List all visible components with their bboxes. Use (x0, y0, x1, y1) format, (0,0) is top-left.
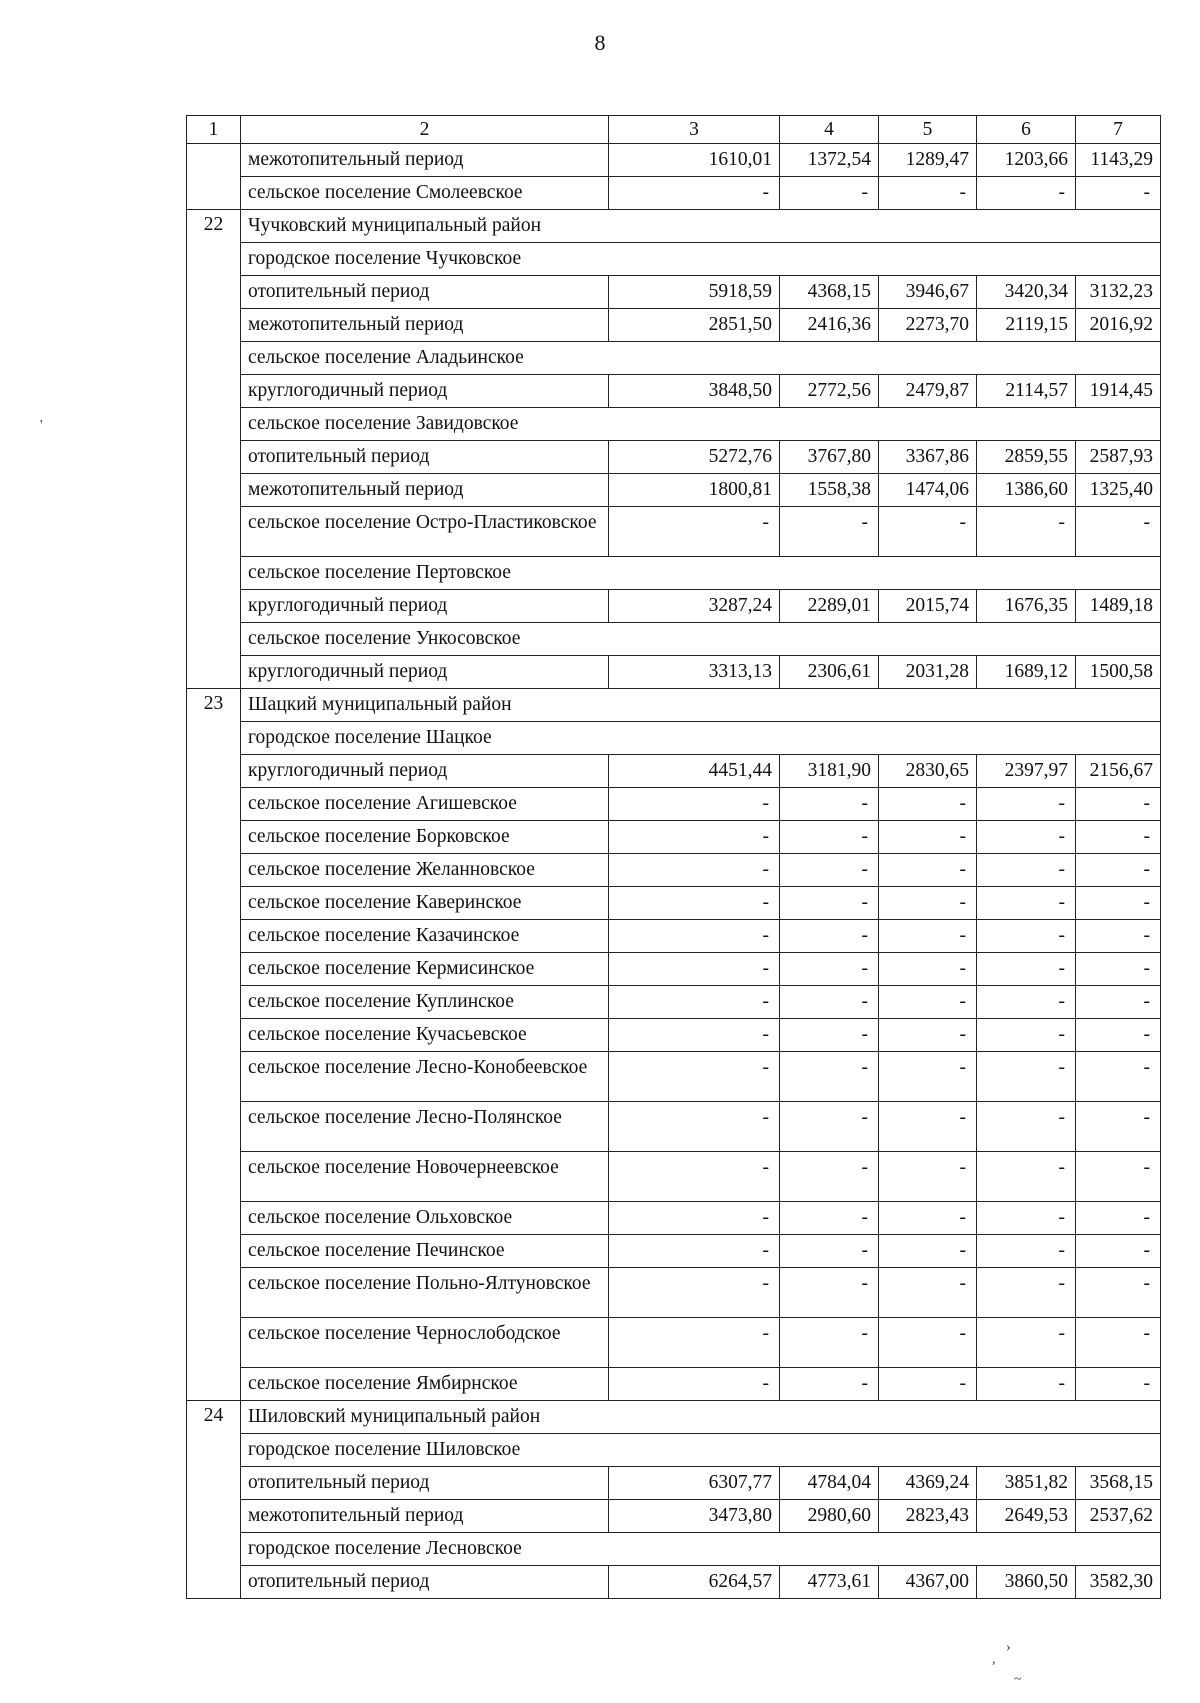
value-cell: - (609, 1318, 780, 1368)
settlement-name: сельское поселение Ункосовское (241, 623, 1161, 656)
value-cell: 1676,35 (977, 590, 1076, 623)
value-cell: 5272,76 (609, 441, 780, 474)
value-cell: - (1076, 821, 1161, 854)
value-cell: 4451,44 (609, 755, 780, 788)
value-cell: - (780, 821, 879, 854)
value-cell: 2859,55 (977, 441, 1076, 474)
row-label: круглогодичный период (241, 590, 609, 623)
value-cell: 2015,74 (879, 590, 977, 623)
scan-speck: ~ (1014, 1672, 1022, 1687)
settlement-row (187, 1533, 1161, 1566)
row-label: межотопительный период (241, 1500, 609, 1533)
settlement-row (187, 1434, 1161, 1467)
value-cell: - (977, 177, 1076, 210)
value-cell: - (977, 920, 1076, 953)
value-cell: - (977, 507, 1076, 557)
value-cell: 4368,15 (780, 276, 879, 309)
value-cell: 3132,23 (1076, 276, 1161, 309)
district-row (187, 210, 1161, 243)
table-row (187, 656, 1161, 689)
value-cell: 2016,92 (1076, 309, 1161, 342)
value-cell: 2649,53 (977, 1500, 1076, 1533)
value-cell: - (879, 1368, 977, 1401)
value-cell: 1610,01 (609, 144, 780, 177)
row-label: круглогодичный период (241, 656, 609, 689)
value-cell: - (780, 1152, 879, 1202)
value-cell: - (977, 821, 1076, 854)
value-cell: - (780, 953, 879, 986)
table-row (187, 177, 1161, 210)
row-label: сельское поселение Казачинское (241, 920, 609, 953)
value-cell: - (609, 1202, 780, 1235)
value-cell: - (609, 1102, 780, 1152)
district-name: Чучковский муниципальный район (241, 210, 1161, 243)
table-row (187, 1102, 1161, 1152)
table-row (187, 821, 1161, 854)
table-row (187, 1268, 1161, 1318)
header-cell: 3 (609, 116, 780, 144)
row-label: сельское поселение Лесно-Полянское (241, 1102, 609, 1152)
row-label: отопительный период (241, 276, 609, 309)
value-cell: - (609, 1235, 780, 1268)
row-label: сельское поселение Желанновское (241, 854, 609, 887)
table-row (187, 887, 1161, 920)
value-cell: - (780, 920, 879, 953)
row-label: сельское поселение Лесно-Конобеевское (241, 1052, 609, 1102)
value-cell: - (609, 953, 780, 986)
scan-speck: , (992, 1652, 996, 1667)
settlement-name: сельское поселение Аладьинское (241, 342, 1161, 375)
value-cell: 2851,50 (609, 309, 780, 342)
district-name: Шиловский муниципальный район (241, 1401, 1161, 1434)
value-cell: - (609, 1152, 780, 1202)
row-label: сельское поселение Новочернеевское (241, 1152, 609, 1202)
value-cell: - (879, 507, 977, 557)
value-cell: - (977, 1202, 1076, 1235)
value-cell: - (609, 854, 780, 887)
value-cell: 1474,06 (879, 474, 977, 507)
value-cell: - (977, 854, 1076, 887)
row-label: сельское поселение Польно-Ялтуновское (241, 1268, 609, 1318)
table-row (187, 1318, 1161, 1368)
value-cell: - (977, 1152, 1076, 1202)
value-cell: - (977, 1235, 1076, 1268)
value-cell: 2289,01 (780, 590, 879, 623)
tariff-table (186, 115, 1161, 1599)
value-cell: 3420,34 (977, 276, 1076, 309)
value-cell: - (609, 821, 780, 854)
value-cell: - (1076, 1202, 1161, 1235)
row-label: сельское поселение Смолеевское (241, 177, 609, 210)
row-label: сельское поселение Остро-Пластиковское (241, 507, 609, 557)
value-cell: 4773,61 (780, 1566, 879, 1599)
value-cell: - (1076, 887, 1161, 920)
settlement-row (187, 623, 1161, 656)
value-cell: 3367,86 (879, 441, 977, 474)
district-row (187, 1401, 1161, 1434)
value-cell: 4367,00 (879, 1566, 977, 1599)
value-cell: 1558,38 (780, 474, 879, 507)
value-cell: - (780, 1318, 879, 1368)
value-cell: - (1076, 1235, 1161, 1268)
value-cell: 2114,57 (977, 375, 1076, 408)
value-cell: 3767,80 (780, 441, 879, 474)
value-cell: - (977, 1368, 1076, 1401)
settlement-name: городское поселение Шацкое (241, 722, 1161, 755)
value-cell: 2119,15 (977, 309, 1076, 342)
value-cell: - (879, 1019, 977, 1052)
value-cell: - (609, 1019, 780, 1052)
value-cell: - (879, 1152, 977, 1202)
header-cell: 4 (780, 116, 879, 144)
value-cell: - (879, 1052, 977, 1102)
row-label: круглогодичный период (241, 375, 609, 408)
district-name: Шацкий муниципальный район (241, 689, 1161, 722)
value-cell: - (1076, 177, 1161, 210)
table-row (187, 1368, 1161, 1401)
table-row (187, 441, 1161, 474)
row-label: межотопительный период (241, 474, 609, 507)
row-label: сельское поселение Ямбирнское (241, 1368, 609, 1401)
value-cell: 2537,62 (1076, 1500, 1161, 1533)
value-cell: - (780, 1102, 879, 1152)
value-cell: - (780, 1268, 879, 1318)
value-cell: - (609, 177, 780, 210)
value-cell: - (1076, 986, 1161, 1019)
header-cell: 7 (1076, 116, 1161, 144)
header-row (187, 116, 1161, 144)
header-cell: 2 (241, 116, 609, 144)
table-row (187, 1052, 1161, 1102)
table-row (187, 590, 1161, 623)
settlement-row (187, 408, 1161, 441)
value-cell: 2156,67 (1076, 755, 1161, 788)
value-cell: 2830,65 (879, 755, 977, 788)
value-cell: 1914,45 (1076, 375, 1161, 408)
table-row (187, 1500, 1161, 1533)
value-cell: 2273,70 (879, 309, 977, 342)
table-body (187, 116, 1161, 1599)
value-cell: - (609, 1052, 780, 1102)
table-row (187, 1467, 1161, 1500)
table-row (187, 1202, 1161, 1235)
value-cell: 2306,61 (780, 656, 879, 689)
table-row (187, 507, 1161, 557)
value-cell: - (609, 1268, 780, 1318)
value-cell: - (1076, 1368, 1161, 1401)
value-cell: 1143,29 (1076, 144, 1161, 177)
value-cell: - (879, 177, 977, 210)
value-cell: 1203,66 (977, 144, 1076, 177)
value-cell: 4784,04 (780, 1467, 879, 1500)
table-row (187, 276, 1161, 309)
value-cell: - (780, 986, 879, 1019)
value-cell: 6264,57 (609, 1566, 780, 1599)
value-cell: - (780, 507, 879, 557)
row-label: сельское поселение Агишевское (241, 788, 609, 821)
settlement-row (187, 243, 1161, 276)
value-cell: 3860,50 (977, 1566, 1076, 1599)
table-row (187, 986, 1161, 1019)
row-label: сельское поселение Кучасьевское (241, 1019, 609, 1052)
value-cell: 3946,67 (879, 276, 977, 309)
header-cell: 5 (879, 116, 977, 144)
value-cell: - (1076, 1318, 1161, 1368)
value-cell: - (780, 854, 879, 887)
value-cell: - (879, 821, 977, 854)
value-cell: - (1076, 1152, 1161, 1202)
value-cell: 1800,81 (609, 474, 780, 507)
value-cell: 1489,18 (1076, 590, 1161, 623)
value-cell: 4369,24 (879, 1467, 977, 1500)
value-cell: - (609, 788, 780, 821)
value-cell: - (977, 788, 1076, 821)
value-cell: - (977, 986, 1076, 1019)
value-cell: - (1076, 1019, 1161, 1052)
value-cell: - (977, 1019, 1076, 1052)
value-cell: 2031,28 (879, 656, 977, 689)
row-label: сельское поселение Ольховское (241, 1202, 609, 1235)
row-number-cell: 24 (187, 1401, 241, 1599)
value-cell: - (977, 953, 1076, 986)
value-cell: - (609, 920, 780, 953)
value-cell: - (780, 1235, 879, 1268)
settlement-name: городское поселение Чучковское (241, 243, 1161, 276)
header-cell: 1 (187, 116, 241, 144)
value-cell: - (879, 1268, 977, 1318)
value-cell: - (879, 887, 977, 920)
row-number-cell (187, 144, 241, 210)
row-number-cell: 23 (187, 689, 241, 1401)
value-cell: 1500,58 (1076, 656, 1161, 689)
district-row (187, 689, 1161, 722)
row-label: сельское поселение Кермисинское (241, 953, 609, 986)
table-row (187, 474, 1161, 507)
row-label: отопительный период (241, 441, 609, 474)
table-row (187, 953, 1161, 986)
row-number-cell: 22 (187, 210, 241, 689)
value-cell: 3851,82 (977, 1467, 1076, 1500)
header-cell: 6 (977, 116, 1076, 144)
table-row (187, 1152, 1161, 1202)
table-row (187, 1019, 1161, 1052)
table-row (187, 309, 1161, 342)
row-label: сельское поселение Чернослободское (241, 1318, 609, 1368)
value-cell: - (977, 1052, 1076, 1102)
value-cell: - (879, 1235, 977, 1268)
value-cell: - (977, 1318, 1076, 1368)
value-cell: - (879, 1102, 977, 1152)
settlement-name: городское поселение Лесновское (241, 1533, 1161, 1566)
value-cell: 6307,77 (609, 1467, 780, 1500)
row-label: сельское поселение Борковское (241, 821, 609, 854)
value-cell: 2416,36 (780, 309, 879, 342)
table-row (187, 788, 1161, 821)
value-cell: - (1076, 854, 1161, 887)
value-cell: - (879, 986, 977, 1019)
value-cell: 2587,93 (1076, 441, 1161, 474)
row-label: межотопительный период (241, 144, 609, 177)
value-cell: 3473,80 (609, 1500, 780, 1533)
value-cell: - (1076, 1268, 1161, 1318)
value-cell: - (879, 854, 977, 887)
value-cell: 1372,54 (780, 144, 879, 177)
settlement-name: городское поселение Шиловское (241, 1434, 1161, 1467)
value-cell: 3287,24 (609, 590, 780, 623)
value-cell: - (780, 887, 879, 920)
value-cell: - (609, 986, 780, 1019)
row-label: межотопительный период (241, 309, 609, 342)
table-row (187, 1235, 1161, 1268)
settlement-row (187, 342, 1161, 375)
value-cell: - (1076, 507, 1161, 557)
value-cell: - (780, 788, 879, 821)
value-cell: - (1076, 1052, 1161, 1102)
value-cell: 1386,60 (977, 474, 1076, 507)
value-cell: - (977, 1268, 1076, 1318)
value-cell: 2397,97 (977, 755, 1076, 788)
value-cell: - (977, 887, 1076, 920)
row-label: сельское поселение Куплинское (241, 986, 609, 1019)
value-cell: - (609, 507, 780, 557)
value-cell: - (879, 953, 977, 986)
value-cell: 5918,59 (609, 276, 780, 309)
settlement-name: сельское поселение Завидовское (241, 408, 1161, 441)
value-cell: - (879, 788, 977, 821)
settlement-name: сельское поселение Пертовское (241, 557, 1161, 590)
value-cell: 3181,90 (780, 755, 879, 788)
scan-speck: › (1006, 1640, 1011, 1655)
value-cell: - (879, 1202, 977, 1235)
table-row (187, 144, 1161, 177)
value-cell: - (879, 920, 977, 953)
value-cell: 1325,40 (1076, 474, 1161, 507)
value-cell: 2980,60 (780, 1500, 879, 1533)
value-cell: 3848,50 (609, 375, 780, 408)
row-label: сельское поселение Печинское (241, 1235, 609, 1268)
value-cell: - (780, 1052, 879, 1102)
value-cell: 3313,13 (609, 656, 780, 689)
settlement-row (187, 557, 1161, 590)
value-cell: - (609, 887, 780, 920)
table-row (187, 920, 1161, 953)
value-cell: - (780, 1019, 879, 1052)
value-cell: - (780, 177, 879, 210)
row-label: отопительный период (241, 1566, 609, 1599)
value-cell: 2479,87 (879, 375, 977, 408)
row-label: сельское поселение Каверинское (241, 887, 609, 920)
value-cell: 2823,43 (879, 1500, 977, 1533)
value-cell: - (977, 1102, 1076, 1152)
table-row (187, 375, 1161, 408)
value-cell: - (1076, 953, 1161, 986)
value-cell: 1689,12 (977, 656, 1076, 689)
value-cell: - (879, 1318, 977, 1368)
value-cell: 3582,30 (1076, 1566, 1161, 1599)
page-number: 8 (594, 30, 606, 55)
table-row (187, 854, 1161, 887)
row-label: круглогодичный период (241, 755, 609, 788)
value-cell: - (1076, 788, 1161, 821)
row-label: отопительный период (241, 1467, 609, 1500)
value-cell: 1289,47 (879, 144, 977, 177)
value-cell: 2772,56 (780, 375, 879, 408)
value-cell: - (609, 1368, 780, 1401)
value-cell: - (780, 1368, 879, 1401)
table-row (187, 755, 1161, 788)
value-cell: - (1076, 920, 1161, 953)
value-cell: 3568,15 (1076, 1467, 1161, 1500)
table-row (187, 1566, 1161, 1599)
value-cell: - (1076, 1102, 1161, 1152)
settlement-row (187, 722, 1161, 755)
scan-speck: ' (40, 418, 43, 433)
value-cell: - (780, 1202, 879, 1235)
